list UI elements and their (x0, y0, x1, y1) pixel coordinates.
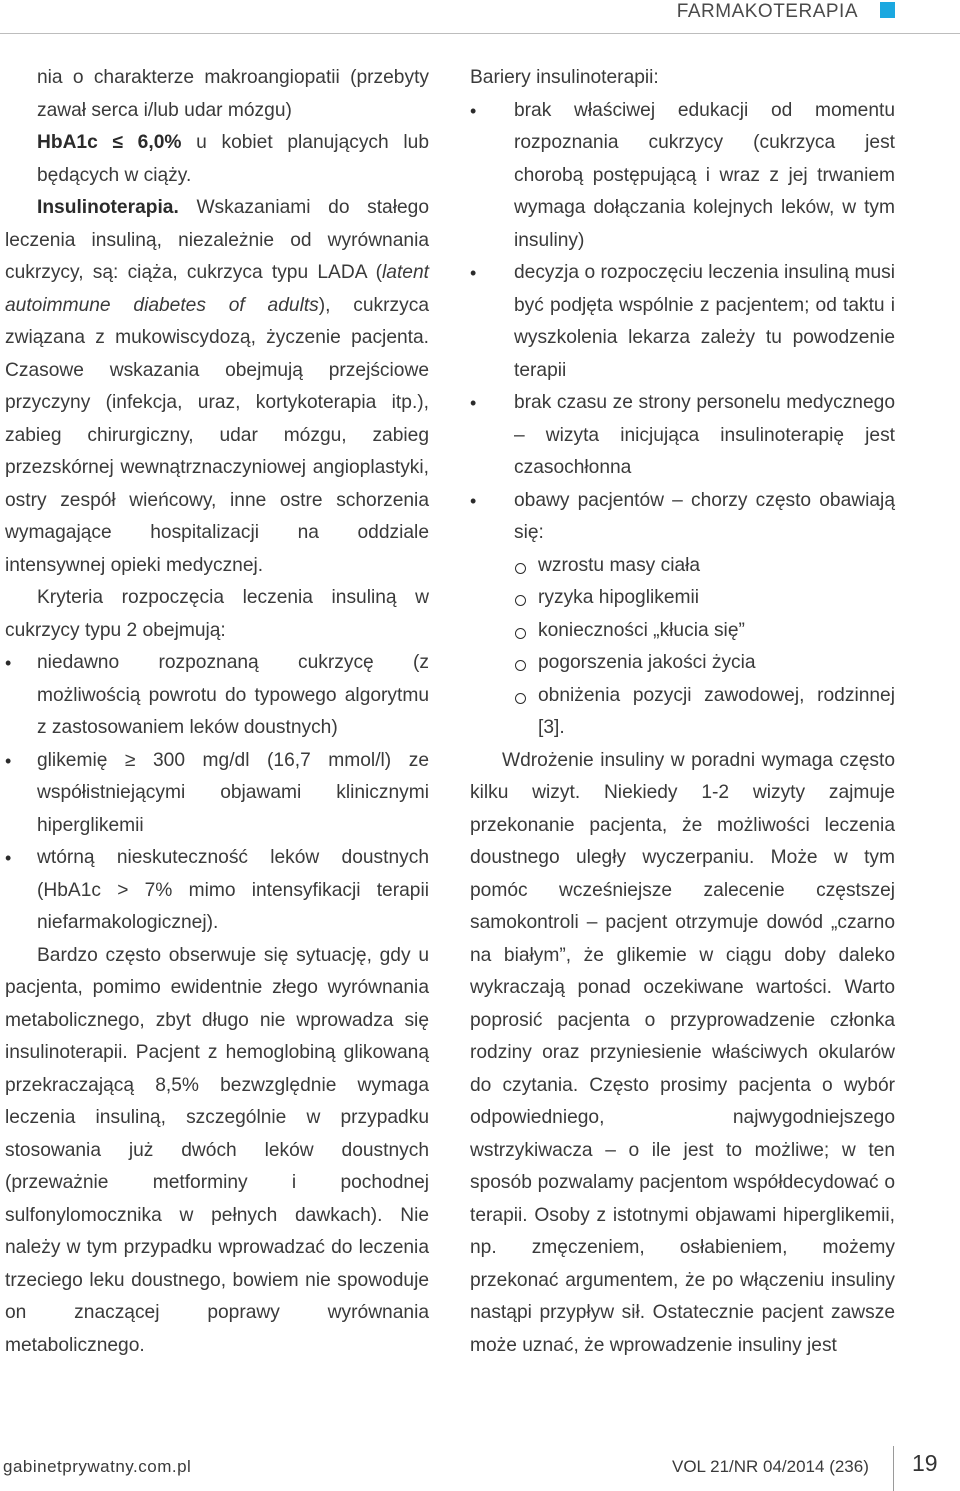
footer-divider (893, 1446, 894, 1491)
page-number: 19 (912, 1450, 938, 1476)
left-column (5, 62, 429, 1362)
section-title: FARMAKOTERAPIA (676, 1, 858, 22)
barriers-list (470, 95, 895, 550)
list-item: • decyzja o rozpoczęciu leczenia insuliną musi być podjęta wspólnie z pacjentem; od taktu i wyszkolenia lekarza zależy tu powodzenie terapii (470, 257, 895, 387)
list-item: • wtórną nieskuteczność leków doustnych (HbA1c > 7% mimo intensyfikacji terapii niefarmakologicznej). (5, 842, 429, 940)
list-item: • glikemię ≥ 300 mg/dl (16,7 mmol/l) ze współistniejącymi objawami klinicznymi hiperglikemii (5, 745, 429, 843)
fears-list (470, 550, 895, 745)
paragraph-implementation: Wdrożenie insuliny w poradni wymaga często kilku wizyt. Niekiedy 1-2 wizyty zajmuje przekonanie pacjenta, że możliwości leczenia doustnego uległy wyczerpaniu. Może w tym pomóc wcześniejsze zalecenie częstszej samokontroli – pacjent otrzymuje dowód „czarno na białym”, że glikemie w ciągu doby daleko wykraczają ponad oczekiwane wartości. Warto poprosić pacjenta o przyprowadzenie członka rodziny oraz przyniesienie właściwych okularów do czytania. Często prosimy pacjenta o wybór odpowiedniego, najwygodniejszego wstrzykiwacza – o ile jest to możliwe; w ten sposób pozwalamy pacjentom współdecydować o terapii. Osoby z istotnymi objawami hiperglikemii, np. zmęczeniem, osłabieniem, możemy przekonać argumentem, że po włączeniu insuliny nastąpi przypływ sił. Ostatecznie pacjent zawsze może uznać, że wprowadzenie insuliny jest (470, 749, 895, 1356)
right-column (470, 62, 895, 1362)
footer-website-link[interactable]: gabinetprywatny.com.pl (3, 1457, 192, 1476)
insulinotherapy-heading: Insulinoterapia. (37, 197, 179, 218)
criteria-list (5, 647, 429, 940)
list-item: • brak czasu ze strony personelu medycznego – wizyta inicjująca insulinoterapię jest czasochłonna (470, 387, 895, 485)
paragraph-hba1c-pregnancy (5, 127, 429, 192)
list-item: wzrostu masy ciała (470, 550, 895, 583)
barriers-title: Bariery insulinoterapii: (470, 67, 659, 88)
footer-volume: VOL 21/NR 04/2014 (236) (672, 1457, 869, 1476)
paragraph-delay: Bardzo często obserwuje się sytuację, gdy u pacjenta, pomimo ewidentnie złego wyrównania metabolicznego, zbyt długo nie wprowadza się insulinoterapii. Pacjent z hemoglobiną glikowaną przekraczającą 8,5% bezwzględnie wymaga leczenia insuliną, szczególnie w przypadku stosowania już dwóch leków doustnych (przeważnie metforminy i pochodnej sulfonylomocznika w pełnych dawkach). Nie należy w tym przypadku wprowadzać do leczenia trzeciego leku doustnego, bowiem nie spowoduje on znaczącej poprawy wyrównania metabolicznego. (5, 944, 429, 1356)
insulinotherapy-text-b: ), cukrzyca związana z mukowiscydozą, życzenie pacjenta. Czasowe wskazania obejmują przejściowe przyczyny (infekcja, uraz, kortykoterapia itp.), zabieg chirurgiczny, udar mózgu, zabieg przezskórnej wewnątrznaczyniowej angioplastyki, ostry zespół wieńcowy, inne ostre schorzenia wymagające hospitalizacji na oddziale intensywnej opieki medycznej. (5, 294, 429, 576)
list-item: konieczności „kłucia się” (470, 615, 895, 648)
hba1c-target: HbA1c ≤ 6,0% (37, 132, 182, 153)
list-item: obniżenia pozycji zawodowej, rodzinnej [3]. (470, 680, 895, 745)
list-item: • brak właściwej edukacji od momentu rozpoznania cukrzycy (cukrzyca jest chorobą postępującą i wraz z jej trwaniem wymaga dołączania kolejnych leków, w tym insuliny) (470, 95, 895, 258)
section-marker-square-icon (880, 2, 895, 18)
paragraph-insulinotherapy (5, 192, 429, 582)
paragraph-continued: nia o charakterze makroangiopatii (przebyty zawał serca i/lub udar mózgu) (37, 67, 429, 121)
insulinotherapy-text-a: Wskazaniami do stałego leczenia insuliną, niezależnie od wyrównania cukrzycy, są: ciąża, cukrzyca typu LADA ( (5, 197, 429, 283)
paragraph-criteria-intro: Kryteria rozpoczęcia leczenia insuliną w cukrzycy typu 2 obejmują: (5, 587, 429, 641)
list-item: pogorszenia jakości życia (470, 647, 895, 680)
header-divider (0, 33, 960, 34)
page-header (0, 0, 960, 40)
list-item: • obawy pacjentów – chorzy często obawiają się: (470, 485, 895, 550)
list-item: ryzyka hipoglikemii (470, 582, 895, 615)
list-item: • niedawno rozpoznaną cukrzycę (z możliwością powrotu do typowego algorytmu z zastosowaniem leków doustnych) (5, 647, 429, 745)
hba1c-target-text: u kobiet planujących lub będących w ciąży. (37, 132, 429, 186)
lada-term: latent autoimmune diabetes of adults (5, 262, 429, 316)
page-footer (0, 1420, 960, 1491)
